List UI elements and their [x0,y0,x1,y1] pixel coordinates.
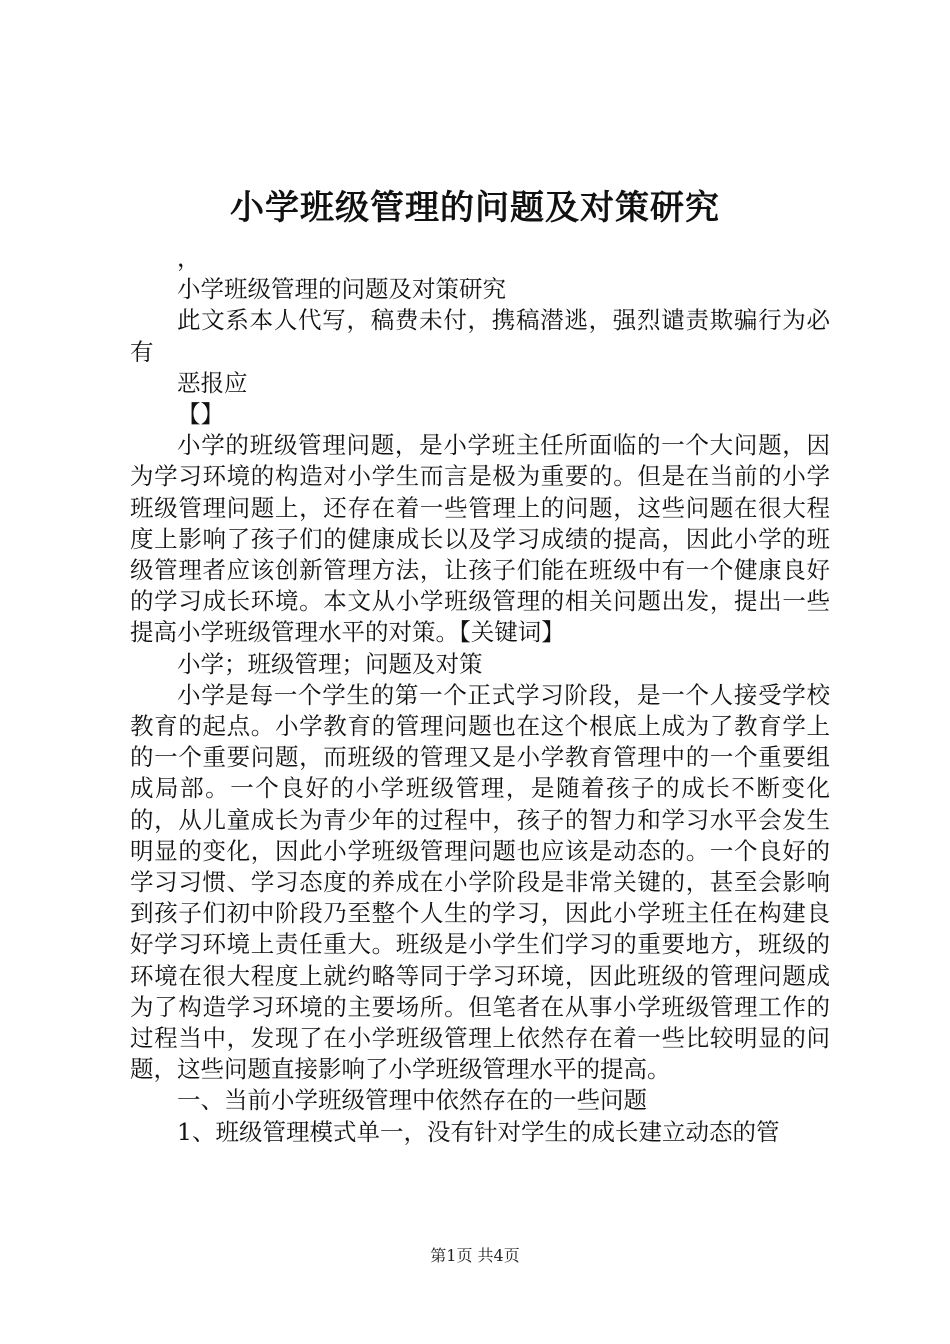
page-footer: 第1页 共4页 [430,1246,520,1265]
paragraph-keywords: 小学；班级管理；问题及对策 [177,649,483,678]
document-body [130,243,830,1148]
paragraph-abstract: 小学的班级管理问题，是小学班主任所面临的一个大问题，因为学习环境的构造对小学生而言是极为重要的。但是在当前的小学班级管理问题上，还存在着一些管理上的问题，这些问题在很大程度上影响了孩子们的健康成长以及学习成绩的提高，因此小学的班级管理者应该创新管理方法，让孩子们能在班级中有一个健康良好的学习成长环境。本文从小学班级管理的相关问题出发，提出一些提高小学班级管理水平的对策。【关键词】 [130,431,830,647]
paragraph-statement: 此文系本人代写，稿费未付，携稿潜逃，强烈谴责欺骗行为必有 [130,306,830,366]
paragraph-statement-end: 恶报应 [177,368,248,397]
paragraph-comma: ， [177,244,201,272]
section-heading: 一、当前小学班级管理中依然存在的一些问题 [177,1086,647,1115]
paragraph-introduction: 小学是每一个学生的第一个正式学习阶段，是一个人接受学校教育的起点。小学教育的管理问题也在这个根底上成为了教育学上的一个重要问题，而班级的管理又是小学教育管理中的一个重要组成局部。一个良好的小学班级管理，是随着孩子的成长不断变化的，从儿童成长为青少年的过程中，孩子的智力和学习水平会发生明显的变化，因此小学班级管理问题也应该是动态的。一个良好的学习习惯、学习态度的养成在小学阶段是非常关键的，甚至会影响到孩子们初中阶段乃至整个人生的学习，因此小学班主任在构建良好学习环境上责任重大。班级是小学生们学习的重要地方，班级的环境在很大程度上就约略等同于学习环境，因此班级的管理问题成为了构造学习环境的主要场所。但笔者在从事小学班级管理工作的过程当中，发现了在小学班级管理上依然存在着一些比较明显的问题，这些问题直接影响了小学班级管理水平的提高。 [130,680,830,1084]
paragraph-abstract-bracket: 【】 [177,400,224,429]
paragraph-subtitle: 小学班级管理的问题及对策研究 [177,275,506,304]
document-title: 小学班级管理的问题及对策研究 [230,188,720,228]
subsection-heading: 1、班级管理模式单一，没有针对学生的成长建立动态的管 [177,1117,780,1146]
